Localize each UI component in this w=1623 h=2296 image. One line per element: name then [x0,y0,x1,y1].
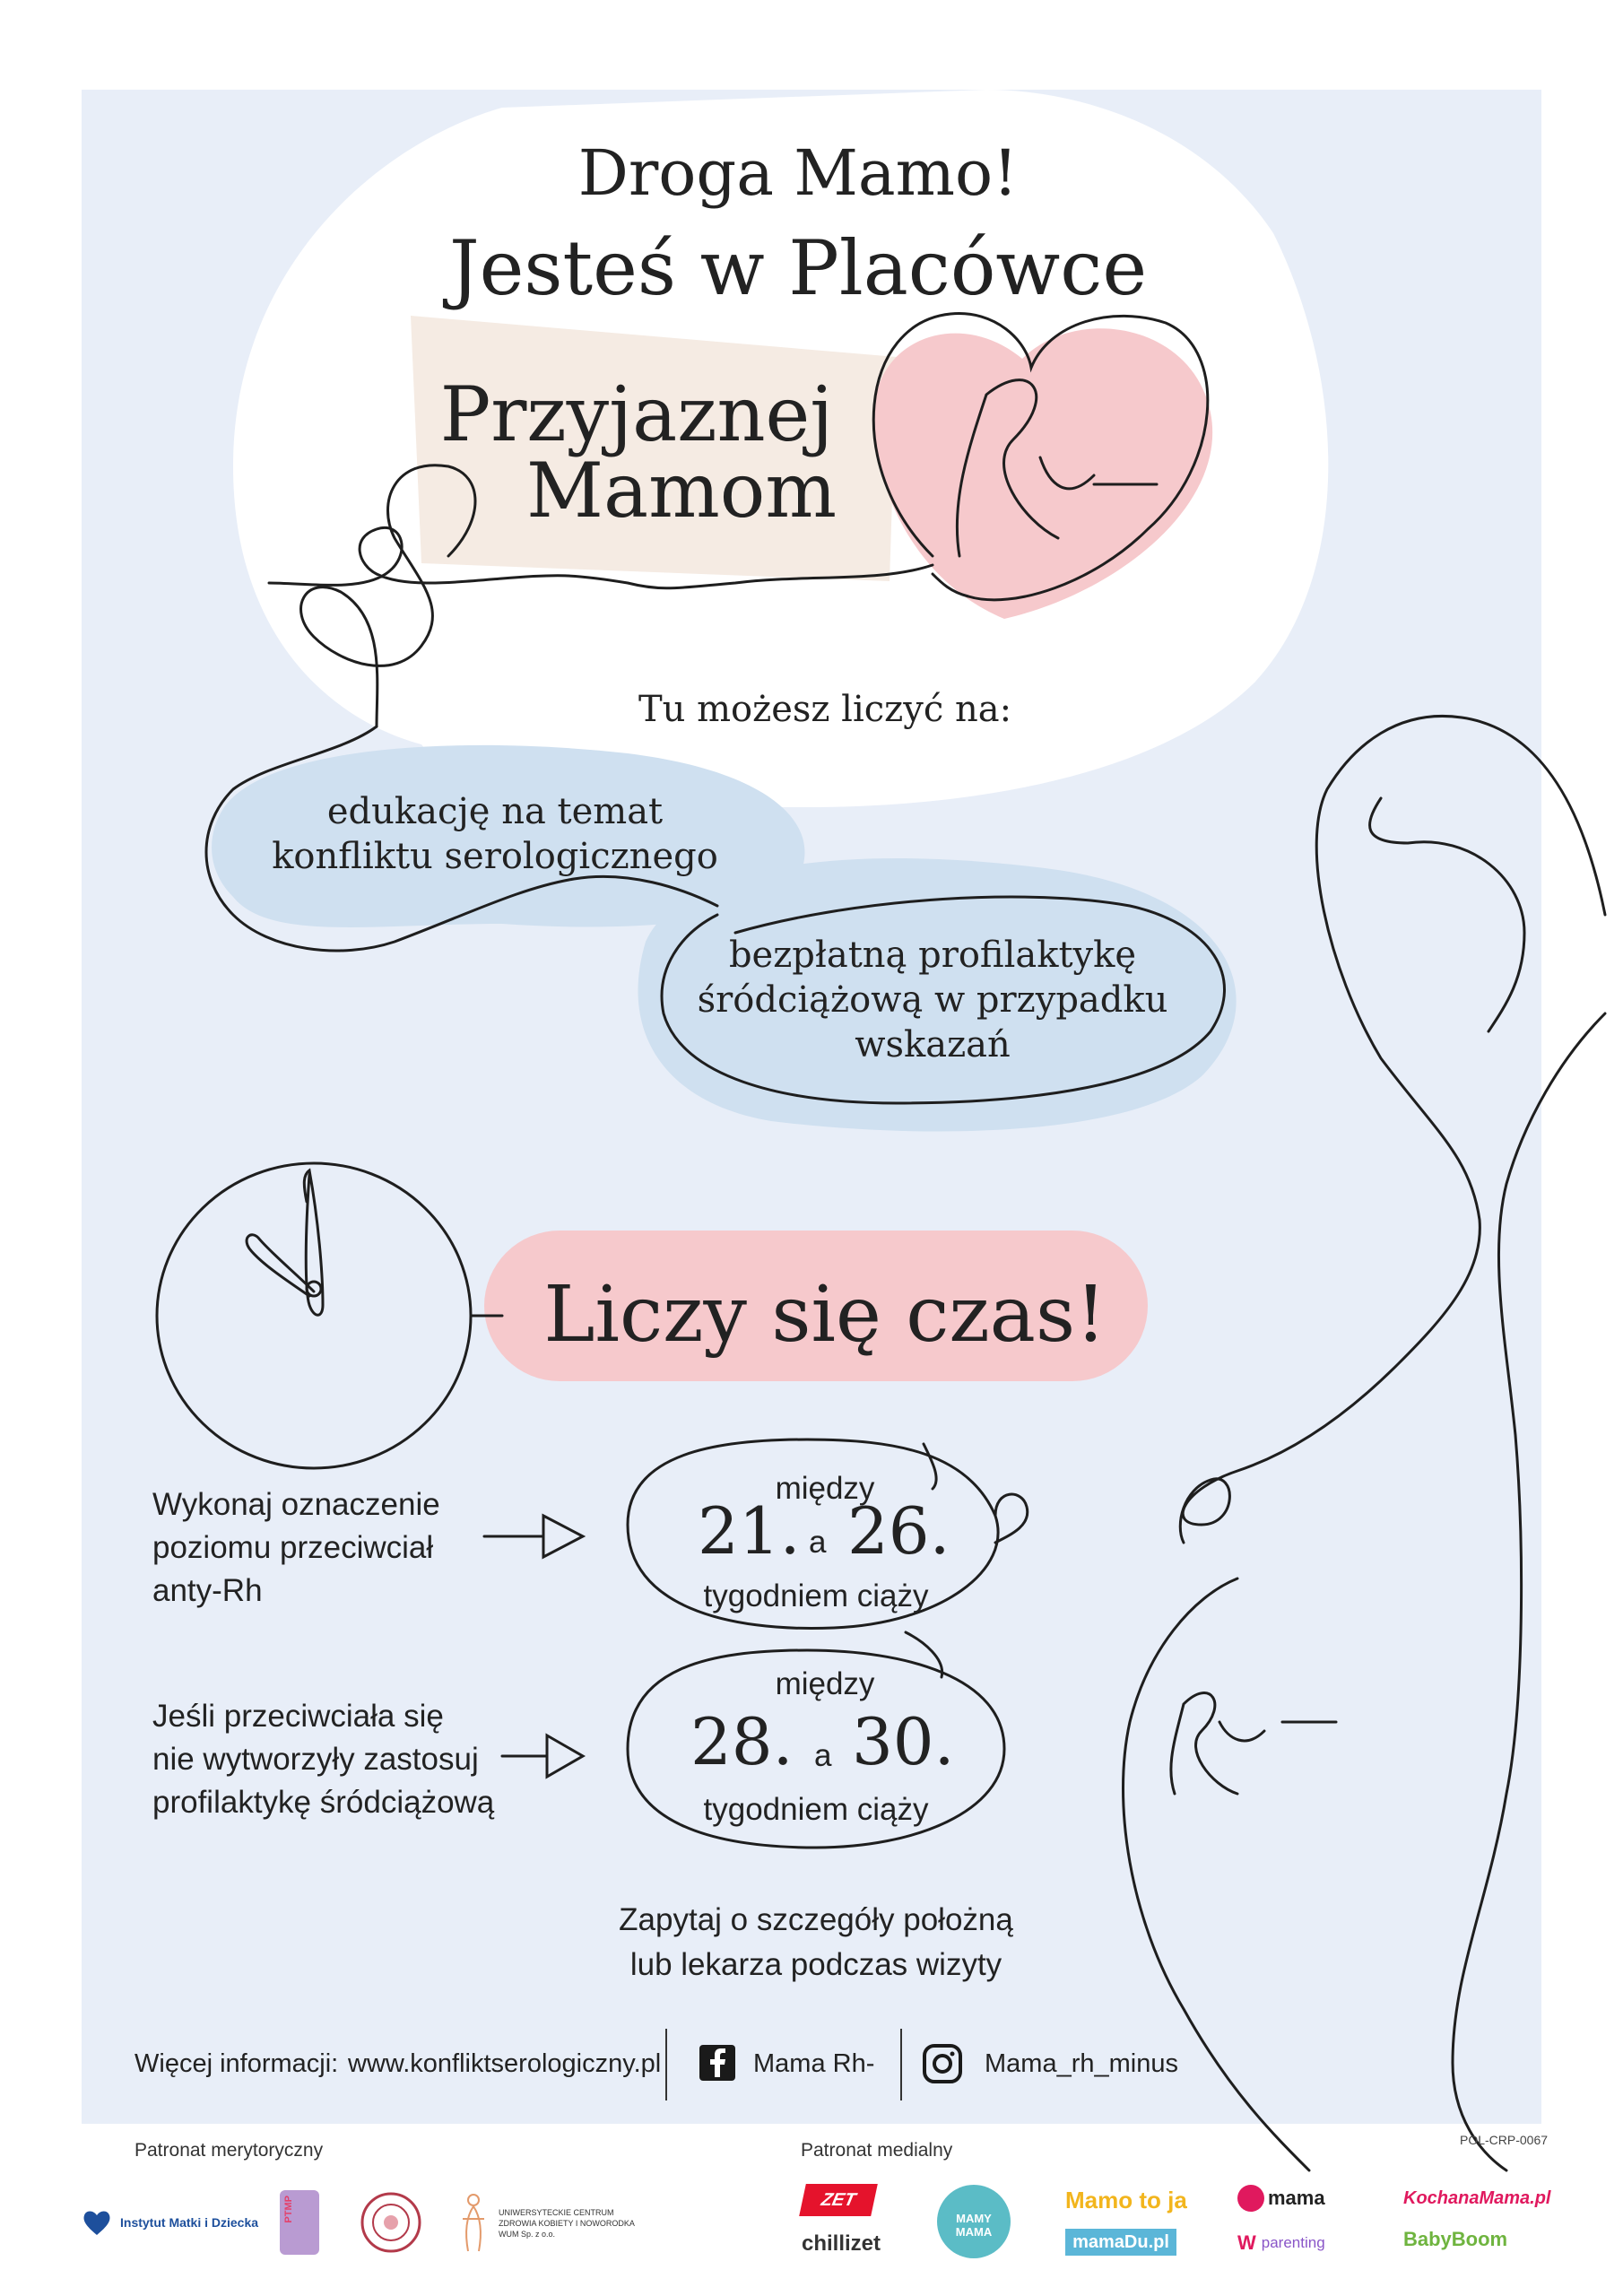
offer-prophylaxis-line1: bezpłatną profilaktykę [728,935,1137,976]
uczkin-label: UNIWERSYTECKIE CENTRUM ZDROWIA KOBIETY I NOWORODKA WUM Sp. z o.o. [499,2208,635,2239]
offer-education [235,789,755,879]
step-1-line2: poziomu przeciwciał [152,1530,434,1565]
info-divider-1 [665,2029,667,2100]
greeting-line: Droga Mamo! [577,136,1019,210]
intro-text: Tu możesz liczyć na: [638,689,1012,730]
logo-wp-parenting [1237,2231,1325,2255]
logo-babyboom: BabyBoom [1403,2228,1508,2250]
step-1-to: 26. [847,1493,950,1569]
wp-mark-icon: W [1237,2231,1256,2254]
step-2-between: między [775,1666,875,1701]
step-2-to: 30. [852,1704,955,1779]
info-divider-2 [900,2029,902,2100]
logo-zet [799,2184,878,2216]
ask-text [556,1898,1076,1987]
step-1-unit: tygodniem ciąży [703,1578,929,1613]
ask-line2: lub lekarza podczas wizyty [629,1947,1002,1982]
step-1-line3: anty-Rh [152,1573,263,1608]
step-1-from: 21. [698,1493,801,1569]
step-1-and: a [809,1525,827,1560]
step-1-text [152,1483,529,1613]
logo-mama [1237,2185,1325,2212]
offer-prophylaxis-line2: śródciążową w przypadku [697,979,1168,1021]
instagram-handle[interactable]: Mama_rh_minus [985,2049,1178,2078]
facebook-glyph-icon [699,2045,735,2081]
logo-chillizet: chillizet [802,2231,881,2256]
offer-prophylaxis [681,933,1184,1067]
imid-label: Instytut Matki i Dziecka [120,2215,259,2230]
mama-circle-icon [1237,2185,1264,2212]
title-przyjaznej: Przyjaznej [439,370,834,458]
offer-education-line2: konfliktu serologicznego [272,836,718,877]
title-line: Jesteś w Placówce [448,224,1148,312]
facebook-handle[interactable]: Mama Rh- [753,2049,875,2078]
step-2-line2: nie wytworzyły zastosuj [152,1742,479,1777]
document-code: POL-CRP-0067 [1460,2133,1549,2147]
step-2-text [152,1695,565,1824]
website-link[interactable]: www.konfliktserologiczny.pl [348,2049,662,2078]
patronat-medialny-label: Patronat medialny [801,2140,953,2161]
logo-kochana-mama: KochanaMama.pl [1403,2188,1551,2208]
uczkin-figure-icon [457,2192,490,2255]
mama-label: mama [1268,2187,1325,2209]
logo-ptmp [280,2190,319,2255]
step-2-and: a [814,1738,832,1773]
patronat-merytoryczny-label: Patronat merytoryczny [135,2140,324,2161]
step-2-line3: profilaktykę śródciążową [152,1785,495,1820]
mamy-mama-label: MAMY MAMA [955,2212,993,2239]
step-2-line1: Jeśli przeciwciała się [152,1699,444,1734]
step-2-unit: tygodniem ciąży [703,1792,929,1827]
parenting-label: parenting [1261,2234,1325,2251]
offer-education-line1: edukację na temat [326,791,664,832]
instagram-icon[interactable] [922,2043,963,2084]
imid-heart-icon [81,2206,113,2239]
logo-uczkin [457,2192,651,2255]
zet-label: ZET [819,2190,858,2210]
ptmp-label: PTMP [283,2196,294,2223]
title-mamom: Mamom [526,447,837,535]
step-1-line1: Wykonaj oznaczenie [152,1487,440,1522]
step-2-from: 28. [690,1704,794,1779]
logo-ptp-seal [359,2190,423,2255]
step-1-between: między [775,1471,875,1506]
offer-prophylaxis-line3: wskazań [855,1024,1011,1065]
ask-line1: Zapytaj o szczegóły położną [619,1902,1013,1937]
logo-mamo-to-ja: Mamo to ja [1065,2187,1187,2213]
logo-mamy-mama [937,2185,1011,2258]
time-heading: Liczy się czas! [543,1270,1107,1360]
info-label: Więcej informacji: [135,2049,339,2078]
logo-imid [81,2206,258,2239]
logo-mamadu: mamaDu.pl [1065,2229,1176,2256]
facebook-icon[interactable] [699,2045,735,2081]
